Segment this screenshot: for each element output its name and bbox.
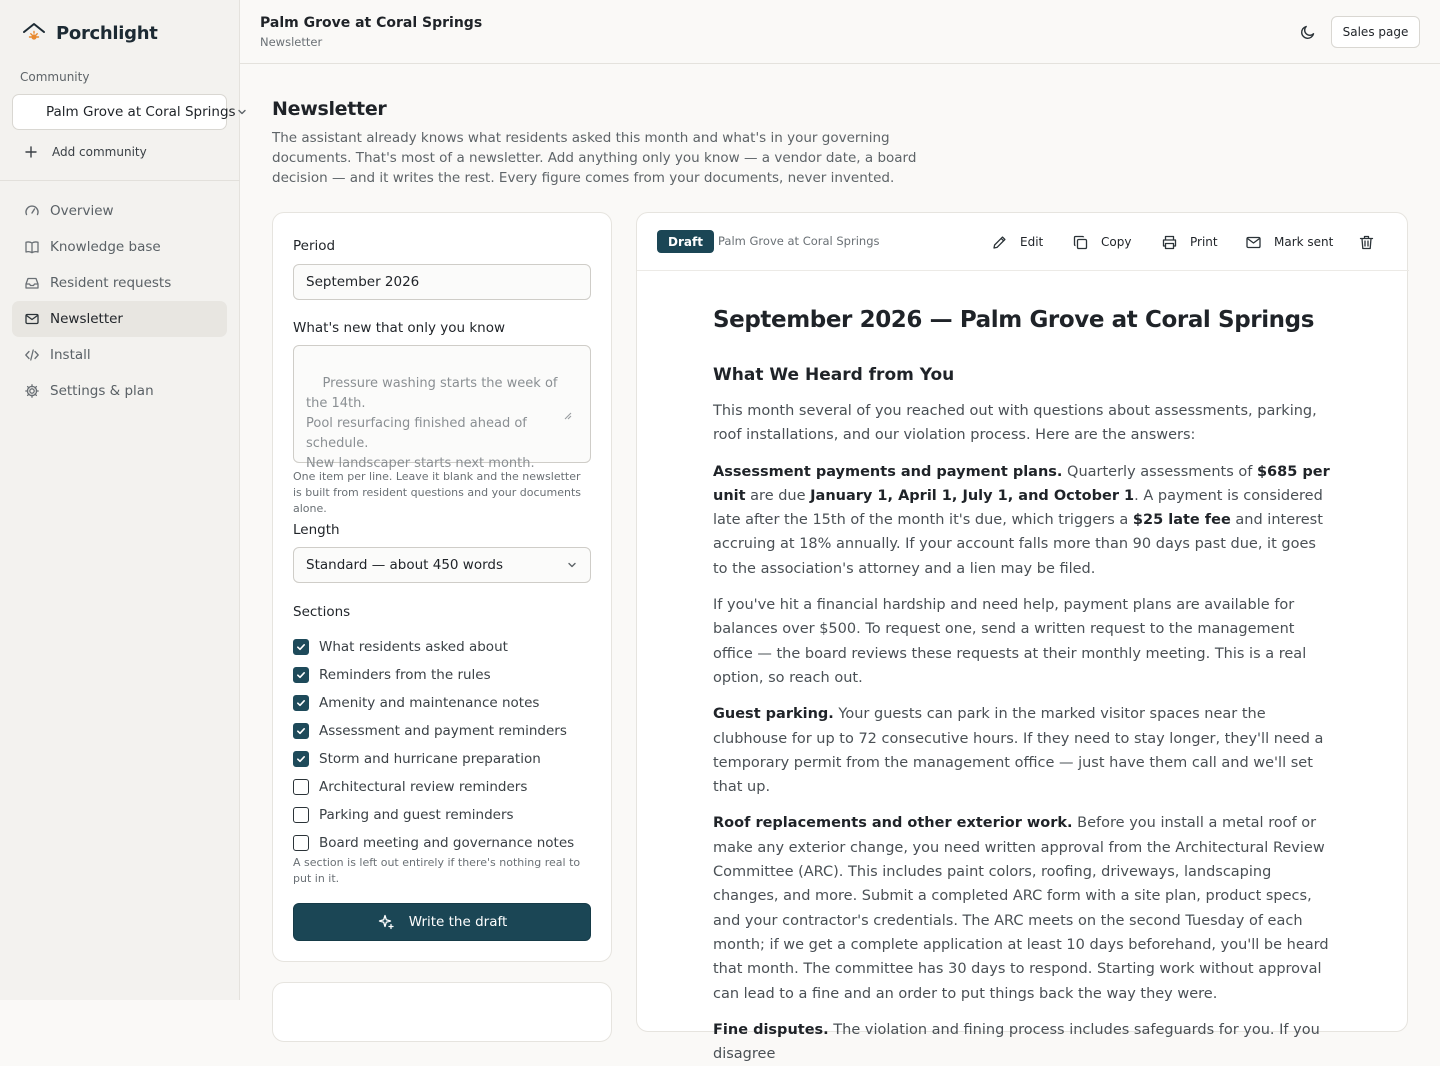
assessment-paragraph <box>713 460 1333 581</box>
sidebar-item-label: Overview <box>50 203 114 219</box>
paragraph-text: The violation and fining process includes safeguards for you. If you disagree <box>713 1021 1320 1063</box>
copy-label: Copy <box>1101 235 1132 249</box>
paragraph-lead: Roof replacements and other exterior work. <box>713 815 1073 832</box>
section-checkbox-row[interactable] <box>293 801 591 829</box>
paragraph-lead: Assessment payments and payment plans. <box>713 463 1063 480</box>
write-draft-label: Write the draft <box>408 914 508 930</box>
highlight-dates: January 1, April 1, July 1, and October 1 <box>810 487 1135 504</box>
top-header <box>240 0 1440 64</box>
intro-paragraph: This month several of you reached out with questions about assessments, parking, roof installations, and our violation process. Here are the answers: <box>713 403 1317 444</box>
brand[interactable] <box>22 20 158 46</box>
length-select-value: Standard — about 450 words <box>306 557 504 573</box>
section-checkbox-row[interactable] <box>293 717 591 745</box>
brand-name: Porchlight <box>56 22 158 44</box>
gear-icon <box>24 383 40 399</box>
news-label: What's new that only you know <box>293 320 506 336</box>
mark-sent-button[interactable] <box>1245 232 1333 252</box>
paragraph-text: . A payment is considered late after the 15th of the month it's due, which triggers a <box>713 487 1323 529</box>
chevron-down-icon <box>236 106 248 118</box>
checkbox-unchecked-icon[interactable] <box>293 779 309 795</box>
section-label: Architectural review reminders <box>319 779 528 795</box>
resize-handle-icon[interactable] <box>563 371 588 460</box>
section-checkbox-row[interactable] <box>293 829 591 857</box>
section-label: What residents asked about <box>319 639 508 655</box>
paragraph-text: and interest accruing at 18% annually. If your account falls more than 90 days past due, it goes to the association's attorney and a lien may be filed. <box>713 512 1323 577</box>
sidebar-divider <box>0 180 240 181</box>
community-label: Community <box>20 70 90 84</box>
header-subtitle: Newsletter <box>260 35 323 49</box>
length-select[interactable] <box>293 547 591 583</box>
sidebar-item-settings[interactable] <box>12 373 227 409</box>
checkbox-checked-icon[interactable] <box>293 639 309 655</box>
section-checkbox-row[interactable] <box>293 633 591 661</box>
sidebar-item-install[interactable] <box>12 337 227 373</box>
guest-parking-paragraph <box>713 702 1333 799</box>
copy-button[interactable] <box>1072 232 1131 252</box>
section-checkbox-row[interactable] <box>293 661 591 689</box>
checkbox-checked-icon[interactable] <box>293 695 309 711</box>
newsletter-preview-card <box>636 212 1408 1063</box>
add-community-label: Add community <box>52 145 147 159</box>
news-help-text: One item per line. Leave it blank and the newsletter is built from resident questions and your documents alone. <box>293 470 582 515</box>
write-draft-button[interactable] <box>293 903 591 941</box>
preview-community: Palm Grove at Coral Springs <box>718 234 880 248</box>
length-label: Length <box>293 522 340 538</box>
sidebar-item-label: Settings & plan <box>50 383 154 399</box>
news-textarea-placeholder: Pressure washing starts the week of the 14th. Pool resurfacing finished ahead of schedule. New landscaper starts next month. <box>306 376 558 471</box>
payment-plan-paragraph: If you've hit a financial hardship and need help, payment plans are available for balances over $500. To request one, send a written request to the management office — the board reviews these requests at their monthly meeting. This is a real option, so reach out. <box>713 597 1307 686</box>
header-title: Palm Grove at Coral Springs <box>260 15 483 31</box>
newsletter-document <box>713 303 1333 1066</box>
period-input[interactable]: September 2026 <box>293 264 591 300</box>
copy-icon <box>1072 234 1089 251</box>
trash-icon <box>1358 234 1375 251</box>
sidebar-nav <box>12 193 227 409</box>
sidebar-item-overview[interactable] <box>12 193 227 229</box>
paragraph-text: Quarterly assessments of <box>1062 463 1257 480</box>
community-select[interactable] <box>12 94 236 130</box>
checkbox-unchecked-icon[interactable] <box>293 807 309 823</box>
checkbox-unchecked-icon[interactable] <box>293 835 309 851</box>
checkbox-checked-icon[interactable] <box>293 667 309 683</box>
section-label: Amenity and maintenance notes <box>319 695 540 711</box>
section-checkbox-row[interactable] <box>293 689 591 717</box>
mail-icon <box>24 311 40 327</box>
section-checkbox-row[interactable] <box>293 773 591 801</box>
community-select-value: Palm Grove at Coral Springs <box>46 104 236 120</box>
news-textarea[interactable] <box>293 345 591 471</box>
printer-icon <box>1161 234 1178 251</box>
section-label: Parking and guest reminders <box>319 807 514 823</box>
sales-page-button[interactable]: Sales page <box>1331 16 1420 48</box>
add-community-button[interactable] <box>24 142 147 162</box>
newsletter-form-card <box>272 212 612 962</box>
preview-toolbar <box>637 213 1409 271</box>
plus-icon <box>24 145 38 159</box>
highlight-late-fee: $25 late fee <box>1132 512 1231 529</box>
page-description: The assistant already knows what residents asked this month and what's in your governing documents. That's most of a newsletter. Add anything only you know — a vendor date, a board decision — and it writes the rest. Every figure comes from your documents, never invented. <box>272 130 917 186</box>
sections-help-text: A section is left out entirely if there's nothing real to put in it. <box>293 856 581 885</box>
theme-toggle-moon-icon[interactable] <box>1299 23 1317 41</box>
code-icon <box>24 347 40 363</box>
paragraph-lead: Fine disputes. <box>713 1021 829 1038</box>
paragraph-lead: Guest parking. <box>713 706 834 723</box>
mail-icon <box>1245 234 1262 251</box>
delete-button[interactable] <box>1358 232 1375 252</box>
newsletter-title: September 2026 — Palm Grove at Coral Springs <box>713 307 1315 333</box>
highlight-amount: $685 per unit <box>713 463 1330 504</box>
print-label: Print <box>1190 235 1218 249</box>
mark-sent-label: Mark sent <box>1274 235 1334 249</box>
inbox-icon <box>24 275 40 291</box>
paragraph-text: Your guests can park in the marked visitor spaces near the clubhouse for up to 72 consecutive hours. If they need to stay longer, they'll need a temporary permit from the management office — just have them call and we'll set that up. <box>713 706 1324 796</box>
roof-paragraph <box>713 811 1333 1005</box>
sidebar-item-newsletter[interactable] <box>12 301 227 337</box>
section-label: Assessment and payment reminders <box>319 723 567 739</box>
book-icon <box>24 239 40 255</box>
edit-button[interactable] <box>991 232 1043 252</box>
sidebar-item-label: Knowledge base <box>50 239 161 255</box>
secondary-card <box>272 982 612 1042</box>
porchlight-logo-icon <box>22 22 46 44</box>
sidebar-item-knowledge-base[interactable] <box>12 229 227 265</box>
sidebar-item-resident-requests[interactable] <box>12 265 227 301</box>
sparkle-icon <box>377 913 395 931</box>
section-label: Board meeting and governance notes <box>319 835 575 851</box>
sections-label: Sections <box>293 604 351 620</box>
sections-list <box>293 633 591 857</box>
edit-label: Edit <box>1020 235 1044 249</box>
section-checkbox-row[interactable] <box>293 745 591 773</box>
sidebar-item-label: Install <box>50 347 91 363</box>
sidebar-item-label: Resident requests <box>50 275 172 291</box>
checkbox-checked-icon[interactable] <box>293 751 309 767</box>
paragraph-text: Before you install a metal roof or make any exterior change, you need written approval from the Architectural Review Committee (ARC). This includes paint colors, roofing, driveways, landscaping changes, and more. Submit a completed ARC form with a site plan, product specs, and your contractor's credentials. The ARC meets on the second Tuesday of each month; if we get a complete application at least 10 days beforehand, you'll be heard that month. The committee has 30 days to respond. Starting work without approval can lead to a fine and an order to put things back the way they were. <box>713 815 1329 1002</box>
section-label: Reminders from the rules <box>319 667 491 683</box>
status-badge: Draft <box>657 230 714 253</box>
gauge-icon <box>24 203 40 219</box>
sidebar <box>0 0 240 1000</box>
period-label: Period <box>293 238 336 254</box>
pencil-icon <box>991 234 1008 251</box>
section-heading: What We Heard from You <box>713 365 955 385</box>
chevron-down-icon <box>566 559 578 571</box>
fine-disputes-paragraph <box>713 1018 1333 1066</box>
paragraph-text: are due <box>745 487 811 504</box>
print-button[interactable] <box>1161 232 1218 252</box>
sidebar-item-label: Newsletter <box>50 311 123 327</box>
page-title: Newsletter <box>272 98 387 120</box>
section-label: Storm and hurricane preparation <box>319 751 541 767</box>
checkbox-checked-icon[interactable] <box>293 723 309 739</box>
